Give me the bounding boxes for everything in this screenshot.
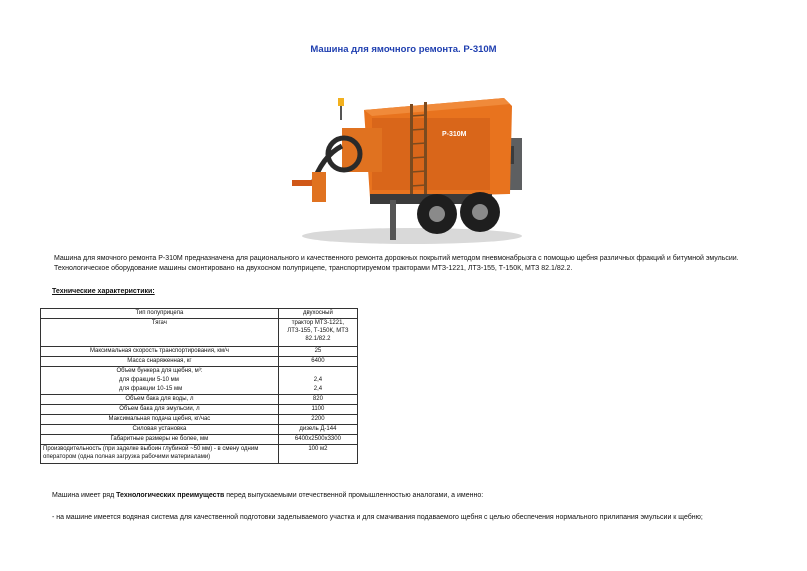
- table-row: [41, 405, 358, 415]
- table-row: [41, 319, 358, 347]
- table-row: [41, 445, 358, 464]
- table-row: [41, 367, 358, 377]
- table-row: [41, 309, 358, 319]
- spec-value: 2200: [278, 415, 357, 425]
- spec-value: 2,4: [278, 385, 357, 395]
- spec-table: [40, 308, 358, 464]
- spec-value: трактор МТЗ-1221, ЛТЗ-155, Т-150К, МТЗ 82.1/82.2: [278, 319, 357, 347]
- table-row: [41, 435, 358, 445]
- advantages-bold: Технологических преимуществ: [116, 492, 225, 499]
- spec-value: двухосный: [278, 309, 357, 319]
- spec-name: Производительность (при заделке выбоин глубиной ~50 мм) - в смену одним оператором (одна полная загрузка рабочими материалами): [41, 445, 279, 464]
- spec-value: 6400x2500x3300: [278, 435, 357, 445]
- spec-name: Объем бака для воды, л: [41, 395, 279, 405]
- table-row: [41, 395, 358, 405]
- spec-value: 25: [278, 347, 357, 357]
- advantages-prefix: Машина имеет ряд: [52, 492, 117, 499]
- machine-label: Р-310М: [442, 131, 467, 138]
- table-row: [41, 347, 358, 357]
- spec-name: для фракции 5-10 мм: [41, 376, 279, 385]
- spec-name: Габаритные размеры не более, мм: [41, 435, 279, 445]
- table-row: [41, 385, 358, 395]
- spec-value: 6400: [278, 357, 357, 367]
- intro-line-2: Технологическое оборудование машины смонтировано на двухосном полуприцепе, транспортируемом тракторами МТЗ-1221, ЛТЗ-155, Т-150К, МТЗ 82.1/82.2.: [54, 265, 573, 272]
- spec-value: дизель Д-144: [278, 425, 357, 435]
- table-row: [41, 376, 358, 385]
- spec-value: [278, 367, 357, 377]
- document-title: Машина для ямочного ремонта. Р-310М: [310, 44, 497, 55]
- machine-photo: [272, 76, 537, 248]
- spec-value: 820: [278, 395, 357, 405]
- spec-name: Силовая установка: [41, 425, 279, 435]
- table-row: [41, 415, 358, 425]
- table-row: [41, 357, 358, 367]
- advantages-suffix: перед выпускаемыми отечественной промышленностью аналогами, а именно:: [224, 492, 484, 499]
- spec-name: Объем бака для эмульсии, л: [41, 405, 279, 415]
- spec-name: Объем бункера для щебня, м³:: [41, 367, 279, 377]
- spec-name: Тягач: [41, 319, 279, 347]
- advantages-intro: [52, 492, 483, 499]
- spec-value: 1100: [278, 405, 357, 415]
- spec-name: для фракции 10-15 мм: [41, 385, 279, 395]
- spec-name: Масса снаряженная, кг: [41, 357, 279, 367]
- spec-value: 2,4: [278, 376, 357, 385]
- advantage-bullet-1: - на машине имеется водяная система для качественной подготовки заделываемого участка и для смачивания подаваемого щебня с целью обеспечения нормального прилипания эмульсии к щебню;: [52, 514, 703, 521]
- spec-name: Максимальная скорость транспортирования, км/ч: [41, 347, 279, 357]
- intro-line-1: Машина для ямочного ремонта Р-310М предназначена для рационального и качественного ремонта дорожных покрытий методом пневмонабрызга с помощью щебня различных фракций и битумной эмульсии.: [54, 255, 739, 262]
- spec-name: Максимальная подача щебня, кг/час: [41, 415, 279, 425]
- spec-value: 100 м2: [278, 445, 357, 464]
- spec-heading: Технические характеристики:: [52, 288, 155, 295]
- table-row: [41, 425, 358, 435]
- spec-name: Тип полуприцепа: [41, 309, 279, 319]
- intro-paragraph: [40, 254, 770, 274]
